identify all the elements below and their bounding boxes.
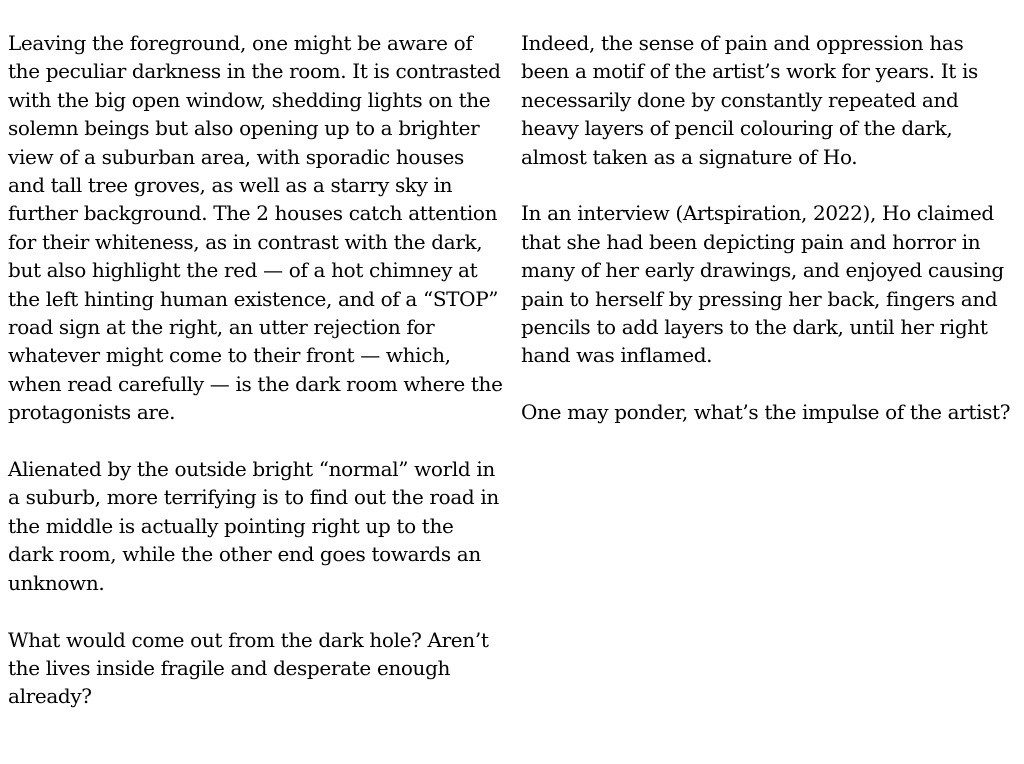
- paragraph-dark-hole-question: What would come out from the dark hole? Aren’t the lives inside fragile and desperate enough already?: [8, 627, 489, 709]
- left-text-column: [8, 29, 504, 739]
- paragraph-window-description: Leaving the foreground, one might be aware of the peculiar darkness in the room. It is contrasted with the big open window, shedding lights on the solemn beings but also opening up to a brighter view of a suburban area, with sporadic houses and tall tree groves, as well as a starry sky in further background. The 2 houses catch attention for their whiteness, as in contrast with the dark, but also highlight the red — of a hot chimney at the left hinting human existence, and of a “STOP” road sign at the right, an utter rejection for whatever might come to their front — which, when read carefully — is the dark room where the protagonists are.: [8, 31, 503, 425]
- right-text-column: [521, 29, 1017, 455]
- paragraph-artist-impulse: One may ponder, what’s the impulse of the artist?: [521, 400, 1011, 425]
- paragraph-interview: In an interview (Artspiration, 2022), Ho claimed that she had been depicting pain and horror in many of her early drawings, and enjoyed causing pain to herself by pressing her back, fingers and pencils to add layers to the dark, until her right hand was inflamed.: [521, 201, 1004, 368]
- paragraph-pain-motif: Indeed, the sense of pain and oppression has been a motif of the artist’s work for years. It is necessarily done by constantly repeated and heavy layers of pencil colouring of the dark, almost taken as a signature of Ho.: [521, 31, 978, 169]
- paragraph-suburb-road: Alienated by the outside bright “normal” world in a suburb, more terrifying is to find out the road in the middle is actually pointing right up to the dark room, while the other end goes towards an unknown.: [8, 457, 499, 595]
